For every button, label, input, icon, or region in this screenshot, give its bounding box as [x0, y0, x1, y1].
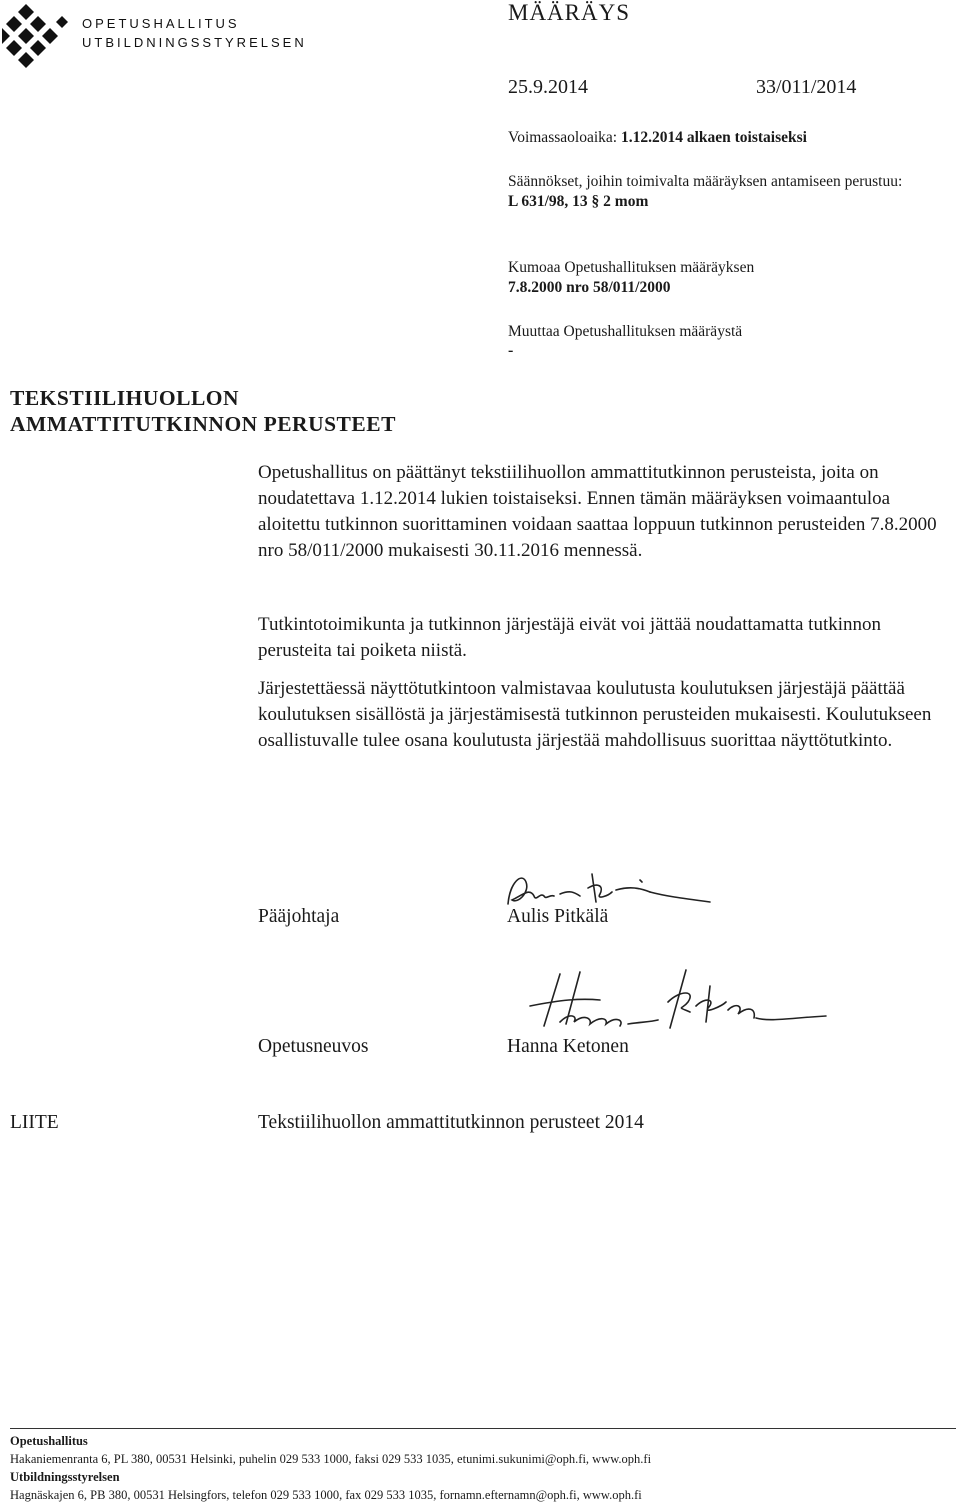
title-line-2: AMMATTITUTKINNON PERUSTEET [10, 412, 396, 436]
validity-period [508, 128, 807, 148]
provisions-label: Säännökset, joihin toimivalta määräyksen antamiseen perustuu: [508, 173, 903, 190]
footer-address-fi: Hakaniemenranta 6, PL 380, 00531 Helsinki, puhelin 029 533 1000, faksi 029 533 1035, etunimi.sukunimi@oph.fi, www.oph.fi [10, 1452, 652, 1466]
body-paragraph-3: Järjestettäessä näyttötutkintoon valmistavaa koulutusta koulutuksen järjestäjä päättää koulutuksen sisällöstä ja järjestämisestä tutkinnon perusteiden mukaisesti. Koulutukseen osallistuvalle tulee osana koulutusta järjestää mahdollisuus suorittaa näyttötutkinto. [258, 678, 932, 751]
document-date: 25.9.2014 [508, 76, 588, 98]
signer-name-2: Hanna Ketonen [507, 1036, 629, 1057]
footer-divider [10, 1428, 956, 1429]
footer-address-sv: Hagnäskajen 6, PB 380, 00531 Helsingfors, telefon 029 533 1000, fax 029 533 1035, fornamn.efternamn@oph.fi, www.oph.fi [10, 1488, 642, 1502]
validity-label: Voimassaoloaika: [508, 129, 621, 146]
repeals-label: Kumoaa Opetushallituksen määräyksen [508, 259, 755, 276]
org-name-fi: OPETUSHALLITUS [82, 16, 240, 31]
provisions-value: L 631/98, 13 § 2 mom [508, 193, 649, 210]
document-type: MÄÄRÄYS [508, 0, 631, 25]
signer-role-1: Pääjohtaja [258, 906, 340, 927]
signer-name-1: Aulis Pitkälä [507, 906, 609, 927]
document-number: 33/011/2014 [756, 76, 857, 98]
signature-hanna-ketonen [500, 966, 830, 1046]
attachment-title: Tekstiilihuollon ammattitutkinnon perusteet 2014 [258, 1112, 644, 1133]
opetushallitus-logo-icon [2, 2, 68, 68]
footer-org-fi: Opetushallitus [10, 1434, 88, 1448]
signer-role-2: Opetusneuvos [258, 1036, 369, 1057]
body-paragraph-2: Tutkintotoimikunta ja tutkinnon järjestäjä eivät voi jättää noudattamatta tutkinnon perusteita tai poiketa niistä. [258, 614, 882, 661]
validity-value: 1.12.2014 alkaen toistaiseksi [620, 129, 807, 146]
footer-org-sv: Utbildningsstyrelsen [10, 1470, 120, 1484]
repeals-section [508, 258, 754, 298]
amends-label: Muuttaa Opetushallituksen määräystä [508, 323, 743, 340]
document-title [10, 385, 396, 437]
body-paragraph-1: Opetushallitus on päättänyt tekstiilihuollon ammattitutkinnon perusteista, joita on noudatettava 1.12.2014 lukien toistaiseksi. Ennen tämän määräyksen voimaantuloa aloitettu tutkinnon suorittaminen voidaan saattaa loppuun tutkinnon perusteiden 7.8.2000 nro 58/011/2000 mukaisesti 30.11.2016 mennessä. [258, 462, 937, 561]
amends-value: - [508, 342, 514, 359]
title-line-1: TEKSTIILIHUOLLON [10, 386, 240, 410]
attachment-label: LIITE [10, 1112, 59, 1133]
repeals-value: 7.8.2000 nro 58/011/2000 [508, 279, 671, 296]
organization-name [82, 14, 307, 52]
org-name-sv: UTBILDNINGSSTYRELSEN [82, 35, 307, 50]
legal-provisions [508, 172, 928, 212]
